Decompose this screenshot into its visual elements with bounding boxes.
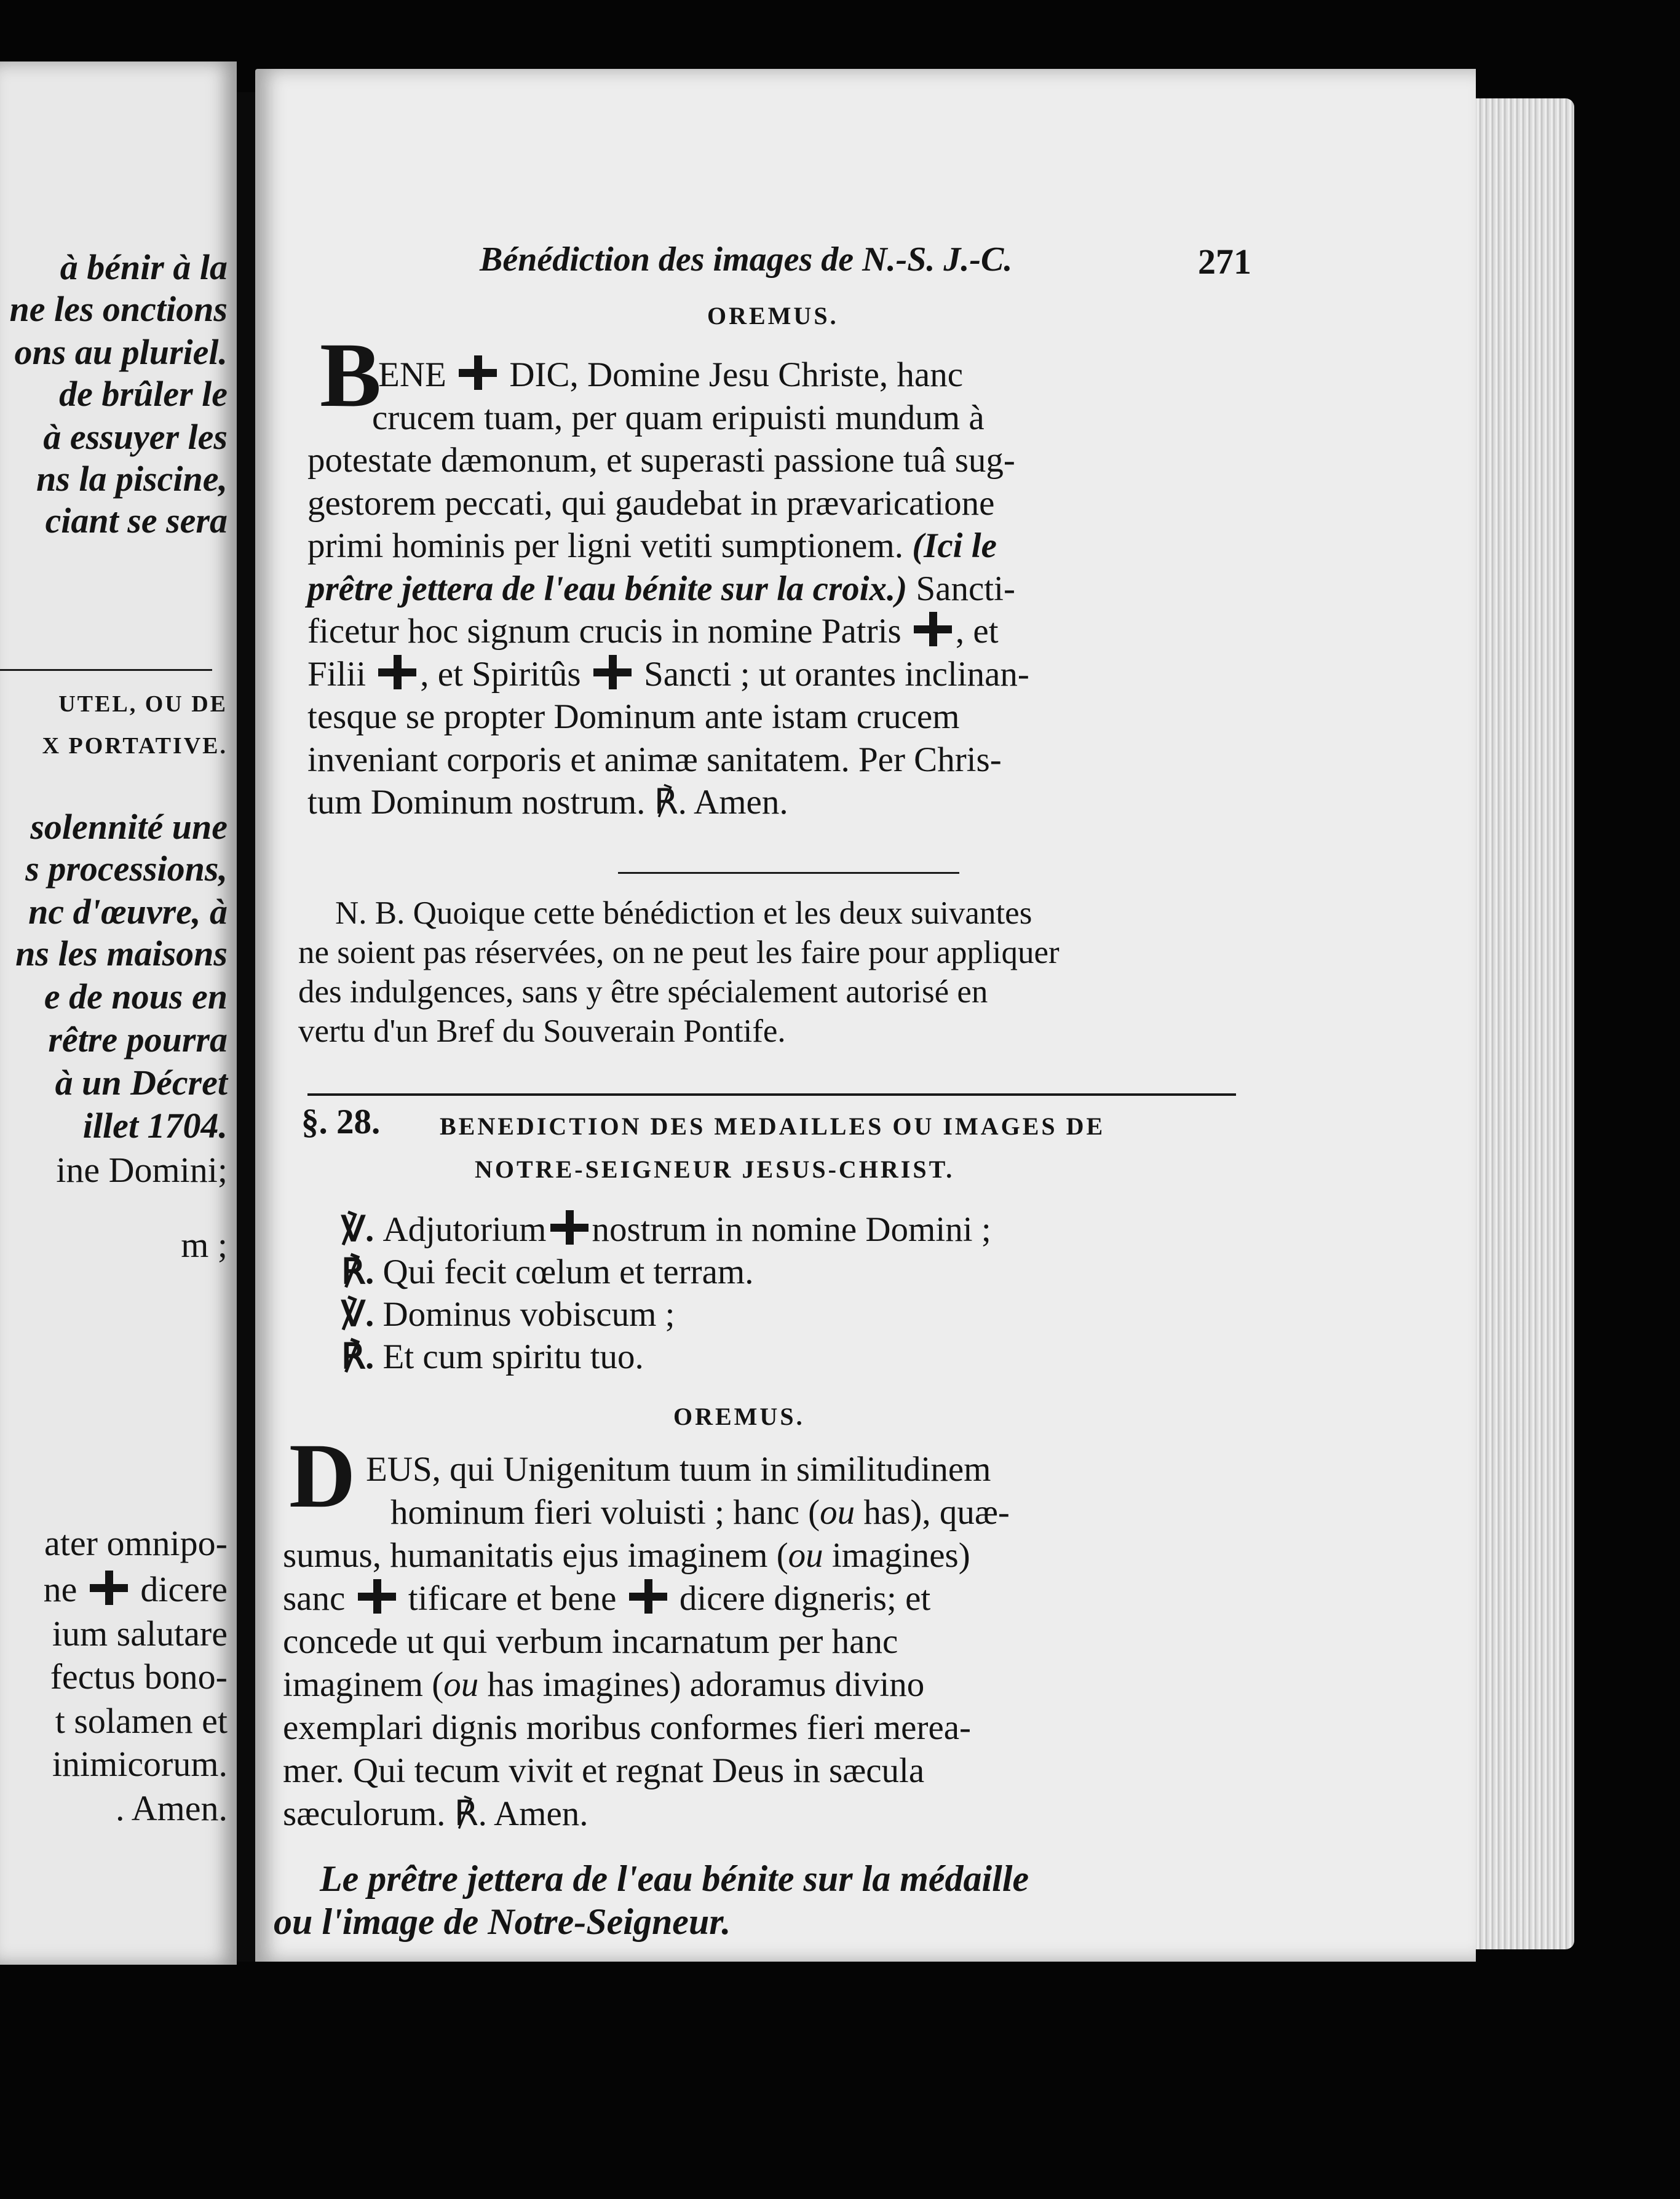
section-title-line-2: NOTRE-SEIGNEUR JESUS-CHRIST. [475,1155,955,1183]
left-page-line: de brûler le [59,374,228,414]
rubric-line: Le prêtre jettera de l'eau bénite sur la médaille [320,1858,1029,1899]
prayer-1-line: tum Dominum nostrum. ℟. Amen. [307,783,788,822]
prayer-1-line: tesque se propter Dominum ante istam crucem [307,697,960,736]
prayer-1-line: gestorem peccati, qui gaudebat in prævaricatione [307,483,995,523]
inline-rubric: prêtre jettera de l'eau bénite sur la croix.) [307,569,916,608]
oremus-heading-2: OREMUS. [673,1403,805,1430]
left-page-line: t solamen et [55,1701,228,1741]
left-page-line: UTEL, OU DE [58,691,228,717]
inline-italic: ou [820,1493,855,1532]
prayer-1-line: ficetur hoc signum crucis in nomine Patris , et [307,612,999,651]
dropcap-d: D [289,1425,356,1527]
left-page-line: à essuyer les [43,417,228,457]
prayer-1-line: potestate dæmonum, et superasti passione tuâ sug- [307,441,1015,480]
versicle-line: ℣. Adjutorium nostrum in nomine Domini ; [341,1210,991,1249]
left-page-line: solennité une [30,807,228,847]
versicle-sign: ℟. [341,1337,383,1376]
left-page-line: ater omnipo- [44,1523,228,1563]
versicle-line: ℣. Dominus vobiscum ; [341,1295,675,1334]
inline-italic: ou [443,1665,479,1704]
left-page-line: ine Domini; [56,1150,228,1190]
note-line: des indulgences, sans y être spécialement autorisé en [298,974,988,1010]
prayer-2-line: imaginem (ou has imagines) adoramus divino [283,1665,925,1704]
left-page-line: . Amen. [115,1788,228,1828]
cross-icon [550,1210,588,1245]
inline-rubric: (Ici le [912,526,997,565]
left-page-line: ne les onctions [9,289,228,329]
versicle-line: ℟. Et cum spiritu tuo. [341,1337,644,1376]
versicle-sign: ℣. [341,1210,383,1249]
section-rule [307,1093,1236,1096]
short-rule [618,872,959,874]
left-page-line: à bénir à la [60,247,228,287]
prayer-2-line: EUS, qui Unigenitum tuum in similitudinem [366,1450,991,1489]
left-page-line: ne dicere [43,1569,228,1609]
left-page-line: ns la piscine, [36,459,228,499]
left-page-line: ns les maisons [15,933,228,973]
left-page-line: s processions, [25,849,228,889]
prayer-1-line: ENE DIC, Domine Jesu Christe, hanc [378,355,964,394]
prayer-2-line: concede ut qui verbum incarnatum per hanc [283,1622,898,1661]
prayer-2-line: sæculorum. ℟. Amen. [283,1794,588,1833]
cross-icon [459,355,497,390]
prayer-2-line: mer. Qui tecum vivit et regnat Deus in sæcula [283,1751,925,1790]
section-number: §. 28. [301,1103,381,1141]
note-line: vertu d'un Bref du Souverain Pontife. [298,1013,786,1049]
prayer-1-line: prêtre jettera de l'eau bénite sur la croix.) Sancti- [307,569,1015,608]
versicle-sign: ℣. [341,1295,383,1334]
left-page [0,61,237,1965]
cross-icon [593,655,632,689]
left-page-line: nc d'œuvre, à [28,892,228,932]
rubric-line: ou l'image de Notre-Seigneur. [274,1901,731,1942]
left-page-line: e de nous en [44,977,228,1016]
section-title-line-1: BENEDICTION DES MEDAILLES OU IMAGES DE [440,1112,1106,1140]
prayer-2-line: hominum fieri voluisti ; hanc (ou has), quæ- [390,1493,1010,1532]
dropcap-b: B [320,324,382,426]
left-page-line: m ; [181,1225,228,1265]
versicle-sign: ℟. [341,1253,383,1291]
left-page-line: fectus bono- [50,1657,228,1697]
prayer-2-line: exemplari dignis moribus conformes fieri merea- [283,1708,972,1747]
prayer-1-line: inveniant corporis et animæ sanitatem. Per Chris- [307,740,1002,779]
note-line: ne soient pas réservées, on ne peut les faire pour appliquer [298,935,1060,970]
prayer-2-line: sumus, humanitatis ejus imaginem (ou imagines) [283,1536,970,1575]
cross-icon [90,1571,128,1605]
note-line: N. B. Quoique cette bénédiction et les deux suivantes [335,895,1032,931]
left-page-line: rêtre pourra [48,1020,228,1060]
left-page-line: X PORTATIVE. [42,733,228,759]
oremus-heading-1: OREMUS. [707,302,839,330]
left-page-line: ium salutare [52,1614,228,1654]
cross-icon [914,612,952,646]
prayer-2-line: sanc tificare et bene dicere digneris; et [283,1579,931,1618]
left-page-rule [0,669,212,671]
left-page-line: inimicorum. [52,1744,228,1784]
cross-icon [358,1579,396,1614]
left-page-line: ciant se sera [45,501,228,541]
page-number: 271 [1198,242,1251,282]
inline-italic: ou [788,1536,823,1575]
prayer-1-line: crucem tuam, per quam eripuisti mundum à [372,398,985,437]
cross-icon [629,1579,667,1614]
cross-icon [378,655,416,689]
left-page-line: à un Décret [55,1063,228,1103]
left-page-line: ons au pluriel. [14,332,228,372]
prayer-1-line: primi hominis per ligni vetiti sumptionem. (Ici le [307,526,997,565]
prayer-1-line: Filii , et Spiritûs Sancti ; ut orantes inclinan- [307,654,1029,694]
running-header: Bénédiction des images de N.-S. J.-C. [480,240,1013,279]
versicle-line: ℟. Qui fecit cœlum et terram. [341,1253,754,1291]
left-page-line: illet 1704. [82,1106,228,1146]
